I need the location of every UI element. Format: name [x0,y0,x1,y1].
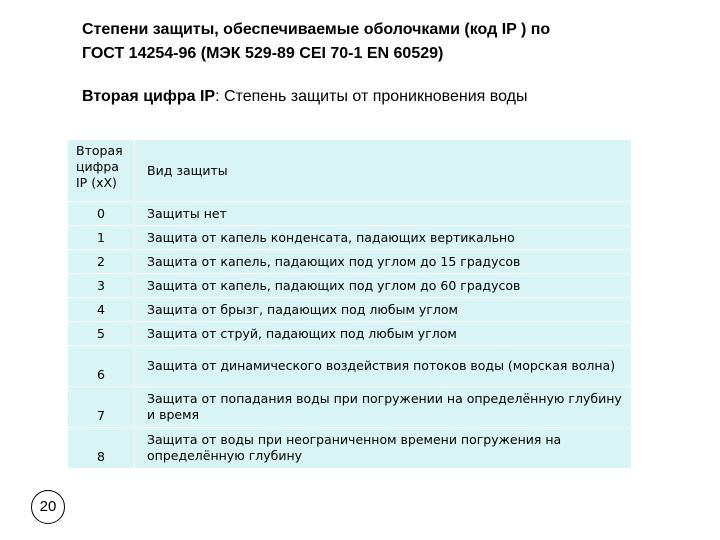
row-code: 8 [68,427,135,468]
row-code: 3 [68,273,135,297]
row-code: 0 [68,201,135,225]
row-description: Защита от капель конденсата, падающих вертикально [135,225,632,249]
row-description: Защита от попадания воды при погружении на определённую глубину и время [135,386,632,427]
table-row [68,249,631,273]
subtitle-rest: : Степень защиты от проникновения воды [215,88,528,105]
row-code: 5 [68,321,135,345]
row-code: 1 [68,225,135,249]
header-second-digit [68,140,135,201]
table-row [68,427,631,468]
row-description: Защита от брызг, падающих под любым углом [135,297,632,321]
slide-subtitle [82,86,682,108]
table-row [68,386,631,427]
table-header-row [68,140,631,201]
row-description: Защита от капель, падающих под углом до 15 градусов [135,249,632,273]
subtitle-lead: Вторая цифра IP [82,88,216,105]
row-description: Защита от динамического воздействия потоков воды (морская волна) [135,345,632,386]
row-code: 6 [68,345,135,386]
title-line-2: ГОСТ 14254-96 (МЭК 529-89 CEI 70-1 EN 60529) [82,45,444,62]
table-row [68,321,631,345]
row-description: Защита от воды при неограниченном времени погружения на определённую глубину [147,431,562,463]
table-row [68,201,631,225]
row-description: Защиты нет [135,201,632,225]
title-line-1: Степени защиты, обеспечиваемые оболочками (код IP ) по [82,21,551,38]
ip-protection-table [68,140,631,468]
row-description: Защита от струй, падающих под любым углом [135,321,632,345]
header-col1-line: Вторая [76,143,123,158]
table-row [68,297,631,321]
row-description: Защита от капель, падающих под углом до 60 градусов [135,273,632,297]
table-row [68,273,631,297]
row-code: 4 [68,297,135,321]
slide-title [82,18,682,66]
header-col1-line: цифра [76,159,119,174]
row-code: 2 [68,249,135,273]
table-row [68,345,631,386]
header-protection-type: Вид защиты [135,140,632,201]
table-row [68,225,631,249]
row-code: 7 [68,386,135,427]
page-number-badge: 20 [31,490,65,524]
header-col1-line: IP (xX) [76,175,117,190]
